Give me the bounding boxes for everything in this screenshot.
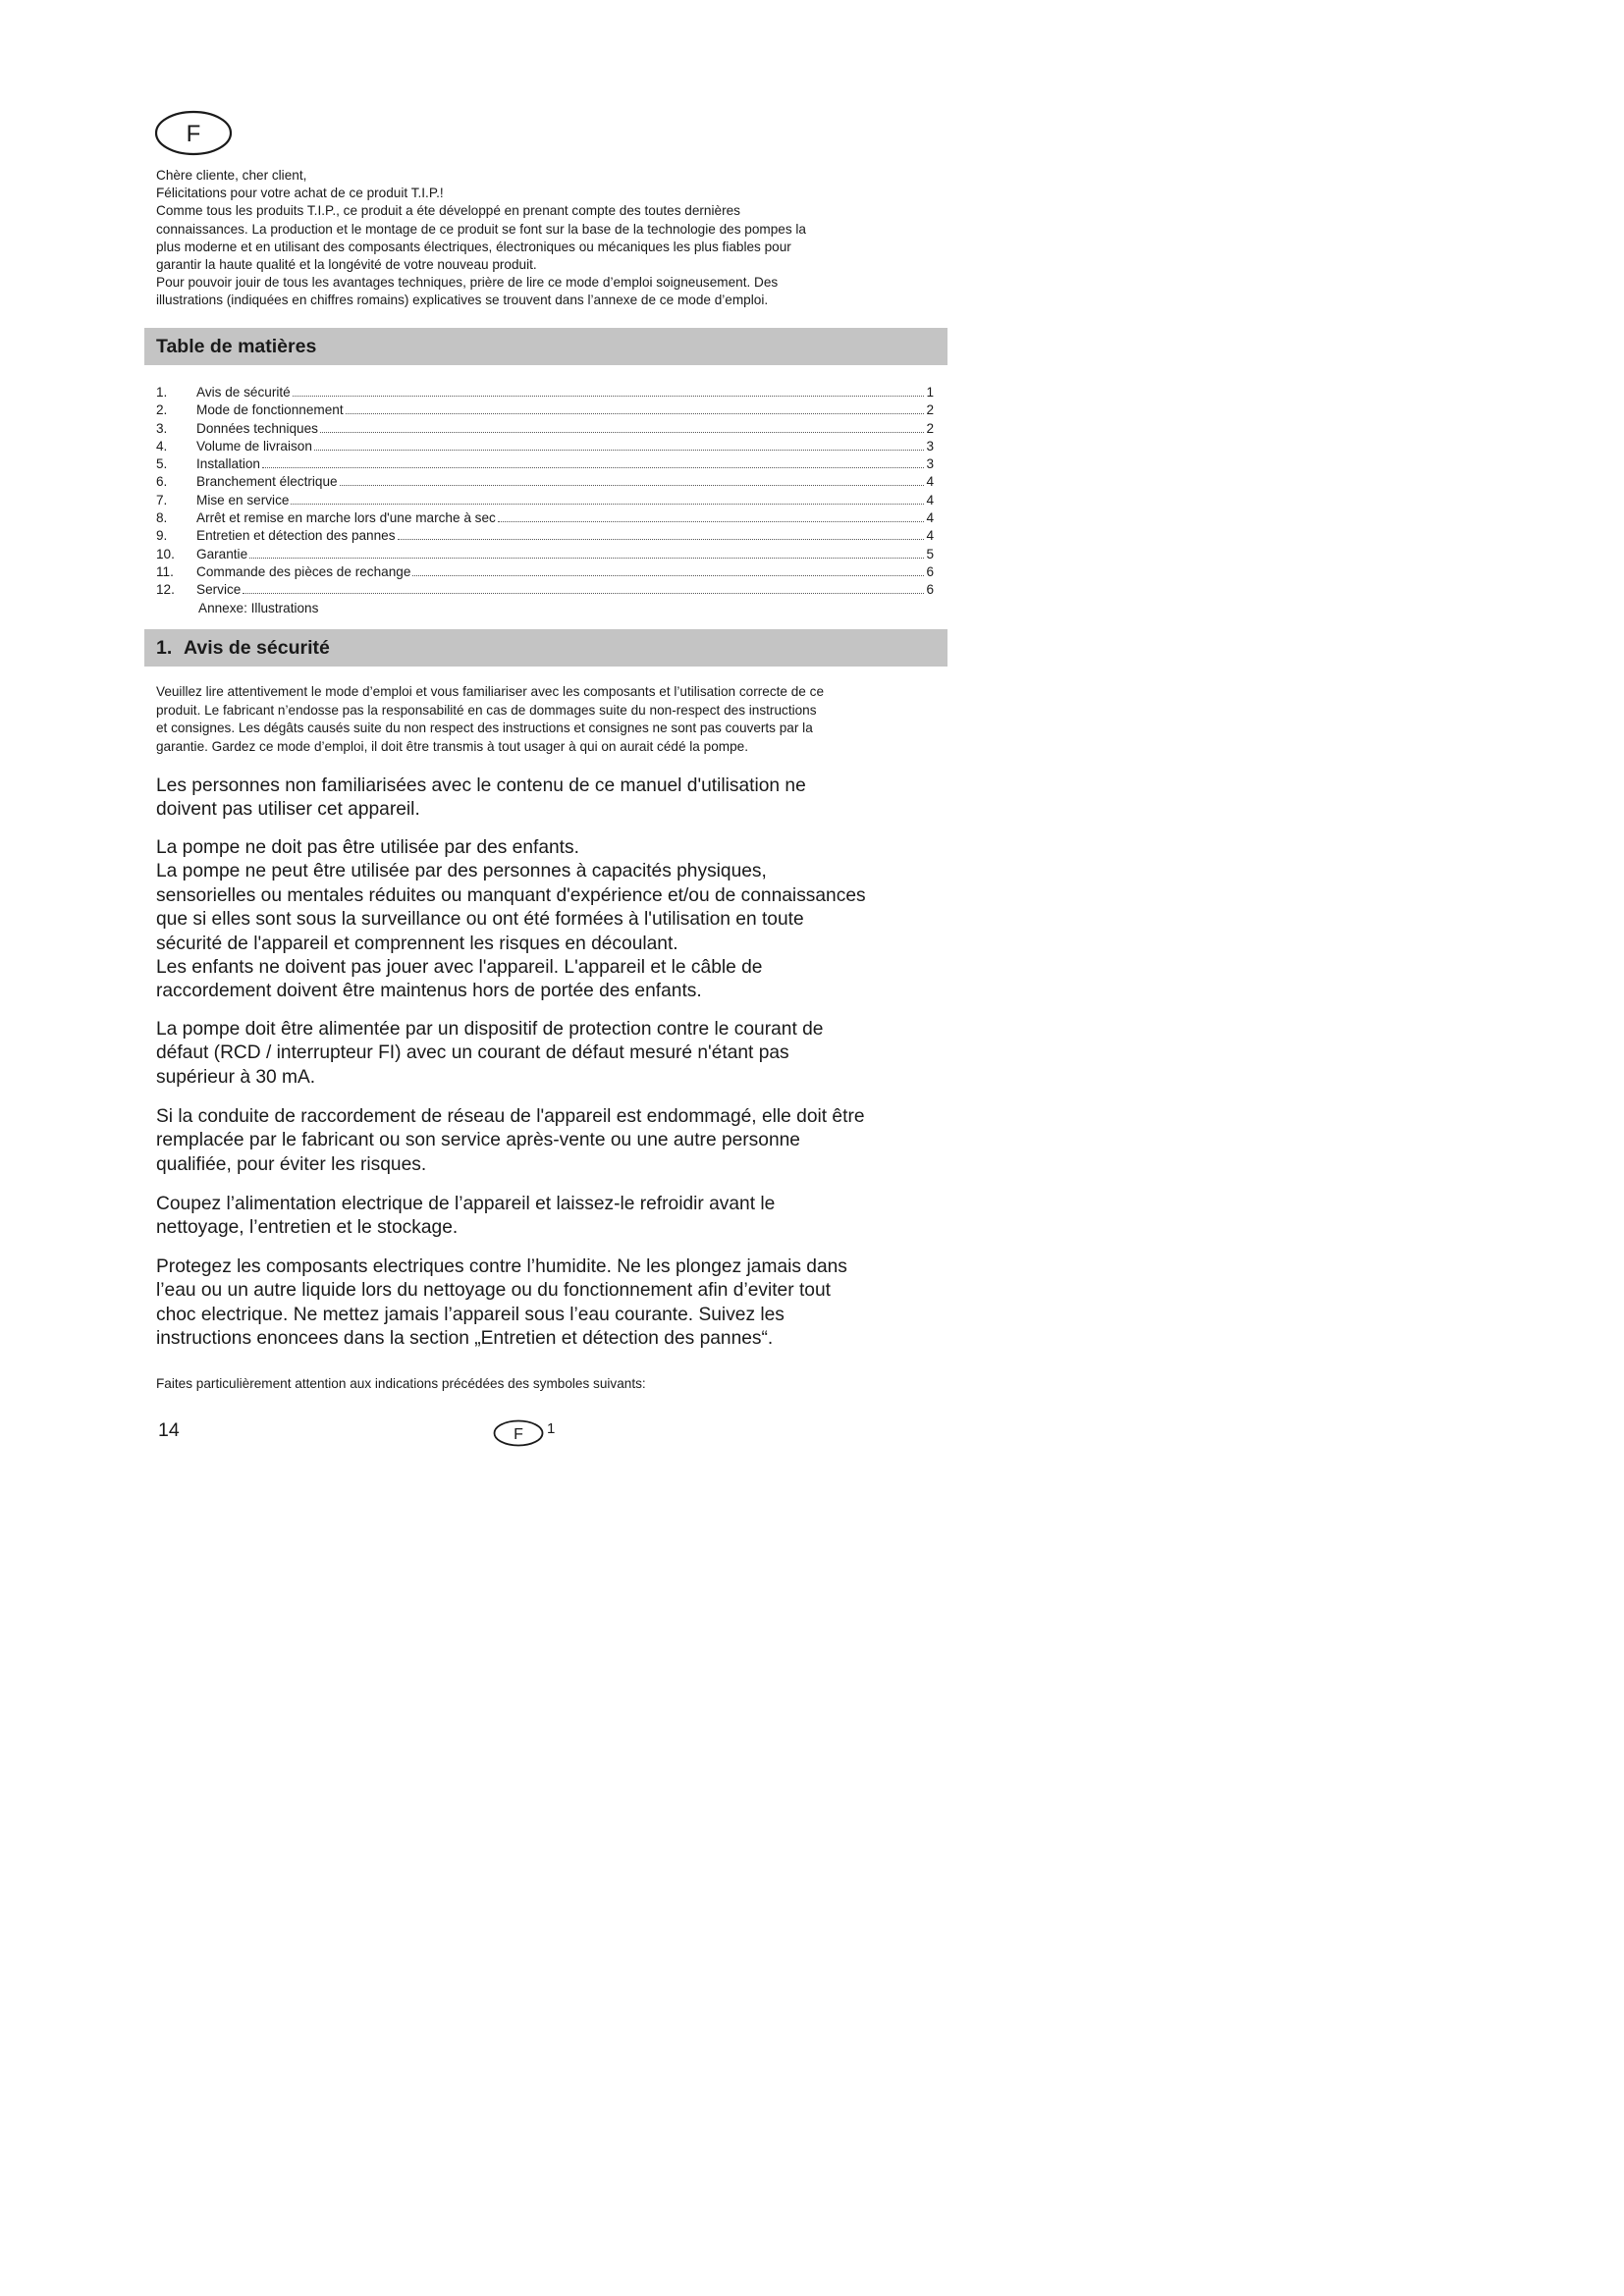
toc-leader-dots xyxy=(243,585,924,594)
toc-item-number: 8. xyxy=(156,510,168,526)
warning-line: instructions enoncees dans la section „Entretien et détection des pannes“. xyxy=(156,1328,774,1350)
warning-line: raccordement doivent être maintenus hors de portée des enfants. xyxy=(156,981,702,1002)
toc-item[interactable] xyxy=(156,546,934,563)
toc-item-page: 3 xyxy=(926,438,934,454)
safety-warning-paragraph xyxy=(156,774,942,823)
toc-item-page: 6 xyxy=(926,582,934,598)
toc-item-page: 4 xyxy=(926,510,934,526)
safety-warning-paragraph xyxy=(156,1193,942,1241)
toc-item[interactable] xyxy=(156,563,934,581)
warning-line: sensorielles ou mentales réduites ou manquant d'expérience et/ou de connaissances xyxy=(156,884,866,906)
warning-line: Si la conduite de raccordement de réseau de l'appareil est endommagé, elle doit être xyxy=(156,1106,865,1127)
toc-leader-dots xyxy=(262,459,924,468)
warning-line: défaut (RCD / interrupteur FI) avec un courant de défaut mesuré n'étant pas xyxy=(156,1042,789,1064)
toc-item-number: 10. xyxy=(156,546,175,561)
toc-item[interactable] xyxy=(156,581,934,599)
warning-line: La pompe ne doit pas être utilisée par des enfants. xyxy=(156,837,579,858)
toc-leader-dots xyxy=(293,388,925,397)
section-1-intro-line: et consignes. Les dégâts causés suite du non respect des instructions et consignes ne sont pas couverts par la xyxy=(156,721,813,735)
toc-item-title: Mise en service xyxy=(196,492,290,507)
toc-item-title: Service xyxy=(196,582,242,598)
toc-item-title: Branchement électrique xyxy=(196,474,338,490)
warning-line: que si elles sont sous la surveillance ou ont été formées à l'utilisation en toute xyxy=(156,909,804,931)
warning-line: remplacée par le fabricant ou son service après-vente ou une autre personne xyxy=(156,1130,800,1151)
toc-item-number: 3. xyxy=(156,420,168,436)
toc-item-page: 4 xyxy=(926,492,934,507)
intro-line: Félicitations pour votre achat de ce produit T.I.P.! xyxy=(156,186,444,201)
toc-item-title: Arrêt et remise en marche lors d'une marche à sec xyxy=(196,510,496,526)
language-badge-letter: F xyxy=(186,121,201,147)
toc-item[interactable] xyxy=(156,401,934,419)
section-1-intro-line: garantie. Gardez ce mode d’emploi, il doit être transmis à tout usager à qui on aurait cédé la pompe. xyxy=(156,738,748,754)
warning-line: Les enfants ne doivent pas jouer avec l'appareil. L'appareil et le câble de xyxy=(156,957,763,979)
toc-item[interactable] xyxy=(156,473,934,491)
toc-leader-dots xyxy=(249,550,924,559)
toc-item-page: 2 xyxy=(926,402,934,418)
toc-leader-dots xyxy=(291,496,924,505)
warning-line: qualifiée, pour éviter les risques. xyxy=(156,1153,427,1175)
toc-item[interactable] xyxy=(156,420,934,438)
toc-item-page: 3 xyxy=(926,456,934,472)
toc-item[interactable] xyxy=(156,384,934,401)
toc-item-title: Volume de livraison xyxy=(196,438,312,454)
intro-line: Pour pouvoir jouir de tous les avantages techniques, prière de lire ce mode d’emploi soigneusement. Des xyxy=(156,275,779,291)
toc-item[interactable] xyxy=(156,527,934,545)
toc-heading xyxy=(144,328,947,365)
toc-item-title: Mode de fonctionnement xyxy=(196,402,344,418)
toc-leader-dots xyxy=(314,442,925,451)
safety-warning-paragraph xyxy=(156,1018,942,1090)
toc-leader-dots xyxy=(412,567,924,576)
footer-badge-letter: F xyxy=(514,1426,523,1443)
toc-item-number: 2. xyxy=(156,402,168,418)
intro-line: Comme tous les produits T.I.P., ce produit a éte développé en prenant compte des toutes dernières xyxy=(156,203,740,219)
symbols-note: Faites particulièrement attention aux indications précédées des symboles suivants: xyxy=(156,1376,646,1391)
toc-annex: Annexe: Illustrations xyxy=(198,600,319,615)
toc-item-number: 5. xyxy=(156,456,168,472)
toc-leader-dots xyxy=(340,477,925,486)
toc-item-page: 6 xyxy=(926,563,934,579)
safety-warning-paragraph xyxy=(156,836,942,1004)
warning-line: nettoyage, l’entretien et le stockage. xyxy=(156,1217,459,1239)
warning-line: doivent pas utiliser cet appareil. xyxy=(156,799,420,821)
intro-line: illustrations (indiquées en chiffres romains) explicatives se trouvent dans l’annexe de ce mode d’emploi. xyxy=(156,293,769,308)
toc-item-number: 4. xyxy=(156,438,168,454)
toc-item-title: Garantie xyxy=(196,546,248,561)
warning-line: Protegez les composants electriques contre l’humidite. Ne les plongez jamais dans xyxy=(156,1256,847,1277)
page-number: 14 xyxy=(158,1419,180,1441)
toc-item-title: Données techniques xyxy=(196,420,318,436)
toc-leader-dots xyxy=(346,405,925,414)
table-of-contents xyxy=(156,384,934,617)
section-1-heading xyxy=(144,629,947,667)
toc-item[interactable] xyxy=(156,509,934,527)
toc-item[interactable] xyxy=(156,455,934,473)
intro-line: connaissances. La production et le montage de ce produit se font sur la base de la technologie des pompes la xyxy=(156,221,806,237)
toc-leader-dots xyxy=(320,424,924,433)
intro-line: Chère cliente, cher client, xyxy=(156,168,307,183)
toc-item-page: 2 xyxy=(926,420,934,436)
badge-page-number: 1 xyxy=(547,1420,556,1437)
warning-line: l’eau ou un autre liquide lors du nettoyage ou du fonctionnement afin d’eviter tout xyxy=(156,1280,831,1302)
toc-item[interactable] xyxy=(156,438,934,455)
intro-line: garantir la haute qualité et la longévité de votre nouveau produit. xyxy=(156,257,537,273)
section-1-intro-line: produit. Le fabricant n’endosse pas la responsabilité en cas de dommages suite du non-respect des instructions xyxy=(156,702,817,718)
language-badge-f-icon xyxy=(493,1419,544,1447)
safety-warning-paragraph xyxy=(156,1105,942,1177)
toc-item[interactable] xyxy=(156,492,934,509)
warning-line: La pompe doit être alimentée par un dispositif de protection contre le courant de xyxy=(156,1019,824,1040)
toc-leader-dots xyxy=(398,531,925,540)
section-1-title: Avis de sécurité xyxy=(184,637,330,659)
toc-item-title: Entretien et détection des pannes xyxy=(196,528,396,544)
toc-item-title: Avis de sécurité xyxy=(196,385,291,400)
intro-text xyxy=(156,167,932,310)
warning-line: sécurité de l'appareil et comprennent les risques en découlant. xyxy=(156,933,678,954)
section-1-intro-line: Veuillez lire attentivement le mode d’emploi et vous familiariser avec les composants et l’utilisation correcte de ce xyxy=(156,684,825,699)
toc-leader-dots xyxy=(498,513,925,522)
safety-warning-paragraph xyxy=(156,1255,942,1352)
section-1-intro xyxy=(156,683,934,756)
toc-item-number: 11. xyxy=(156,563,174,579)
toc-item-number: 7. xyxy=(156,492,168,507)
warning-line: Coupez l’alimentation electrique de l’appareil et laissez-le refroidir avant le xyxy=(156,1194,776,1214)
language-badge-f-icon xyxy=(154,110,233,156)
toc-item-title: Commande des pièces de rechange xyxy=(196,563,411,579)
toc-item-page: 4 xyxy=(926,528,934,544)
warning-line: choc electrique. Ne mettez jamais l’appareil sous l’eau courante. Suivez les xyxy=(156,1304,785,1325)
warning-line: La pompe ne peut être utilisée par des personnes à capacités physiques, xyxy=(156,861,767,882)
section-1-number: 1. xyxy=(156,637,173,659)
toc-item-number: 6. xyxy=(156,474,168,490)
toc-item-number: 1. xyxy=(156,385,168,400)
warning-line: supérieur à 30 mA. xyxy=(156,1066,316,1088)
warning-line: Les personnes non familiarisées avec le contenu de ce manuel d'utilisation ne xyxy=(156,775,806,796)
toc-heading-text: Table de matières xyxy=(156,336,317,357)
toc-item-page: 4 xyxy=(926,474,934,490)
toc-item-page: 1 xyxy=(926,385,934,400)
intro-line: plus moderne et en utilisant des composants électriques, électroniques ou mécaniques les plus fiables pour xyxy=(156,239,791,254)
toc-item-number: 12. xyxy=(156,582,175,598)
toc-item-title: Installation xyxy=(196,456,260,472)
toc-item-page: 5 xyxy=(926,546,934,561)
toc-item-number: 9. xyxy=(156,528,168,544)
